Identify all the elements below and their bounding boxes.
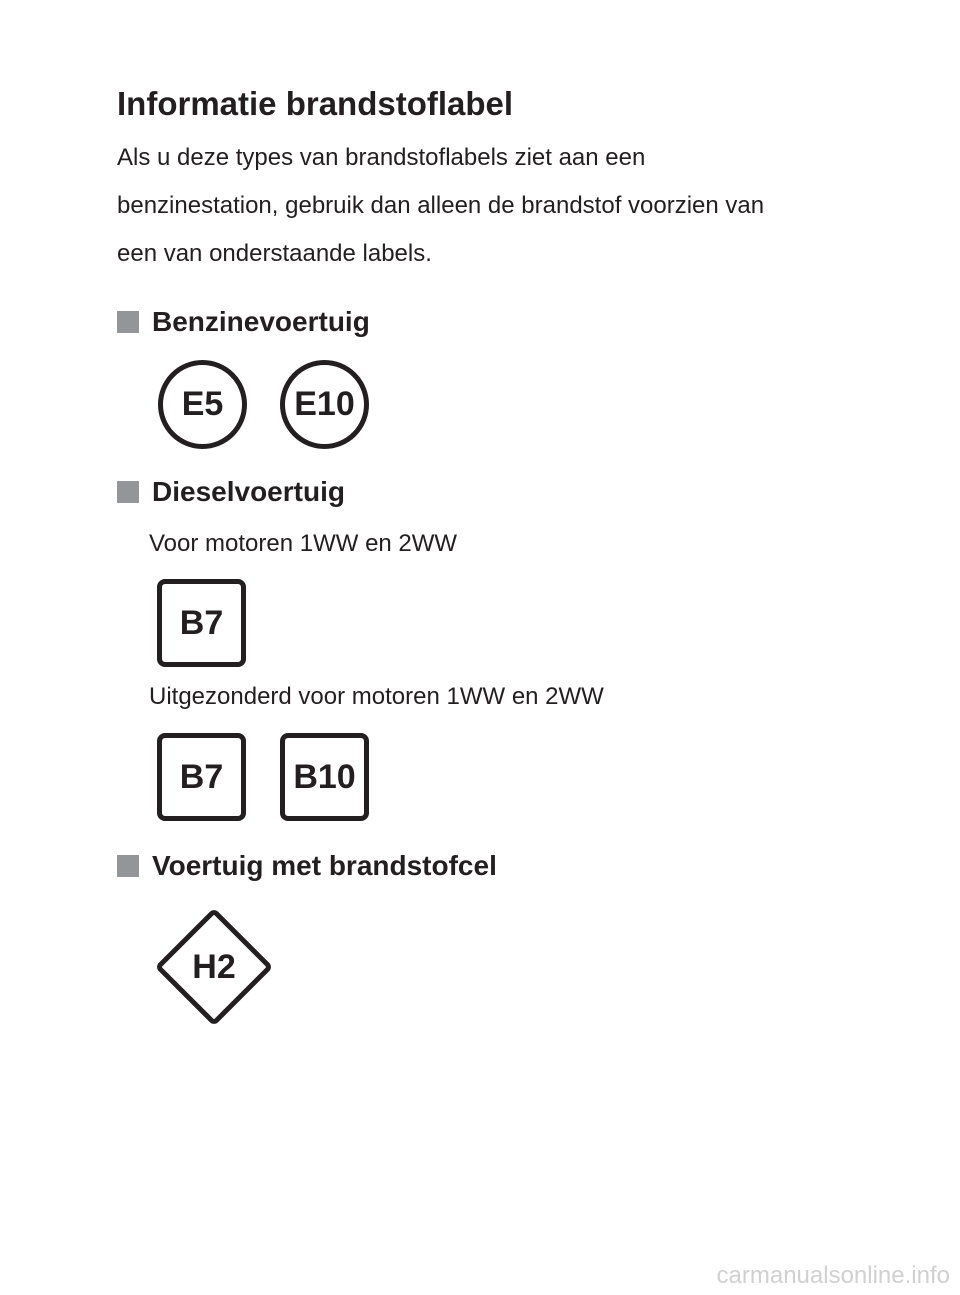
intro-line: Als u deze types van brandstoflabels ziet aan een	[117, 144, 646, 171]
section-heading-text: Dieselvoertuig	[152, 476, 345, 507]
page-title: Informatie brandstoflabel	[117, 85, 514, 122]
fuel-label-b7: B7	[157, 733, 246, 821]
fuel-label-b7: B7	[157, 579, 246, 667]
square-bullet-icon	[117, 855, 139, 877]
section-heading-diesel	[117, 475, 345, 509]
fuel-label-h2-text: H2	[192, 947, 236, 986]
fuel-label-b10: B10	[280, 733, 369, 821]
section-heading-petrol	[117, 305, 370, 339]
intro-line: benzinestation, gebruik dan alleen de brandstof voorzien van	[117, 192, 765, 219]
diesel-note-2: Uitgezonderd voor motoren 1WW en 2WW	[149, 683, 604, 710]
watermark: carmanualsonline.info	[716, 1262, 950, 1289]
intro-paragraph	[117, 146, 877, 290]
section-heading-text: Voertuig met brandstofcel	[152, 850, 497, 881]
intro-line: een van onderstaande labels.	[117, 240, 432, 267]
section-heading-fuel-cell	[117, 849, 497, 883]
diesel-note-1: Voor motoren 1WW en 2WW	[149, 530, 458, 557]
square-bullet-icon	[117, 481, 139, 503]
fuel-label-e5: E5	[158, 360, 247, 449]
square-bullet-icon	[117, 311, 139, 333]
section-heading-text: Benzinevoertuig	[152, 306, 370, 337]
fuel-label-h2	[153, 906, 275, 1028]
fuel-label-e10: E10	[280, 360, 369, 449]
